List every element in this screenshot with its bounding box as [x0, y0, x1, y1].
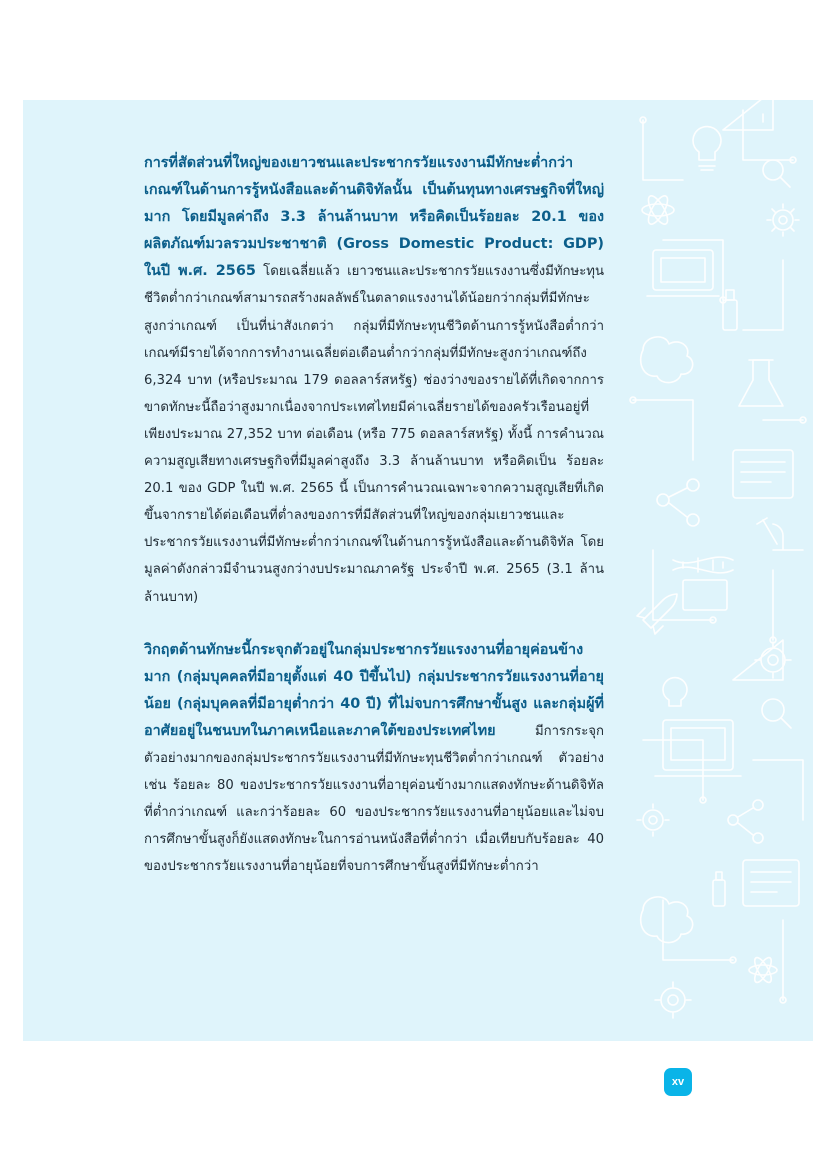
flask-icon: [739, 360, 783, 406]
content-panel: [23, 100, 813, 1041]
laptop-icon: [647, 250, 719, 296]
paragraph-skills-crisis: [144, 637, 604, 881]
usb-icon: [713, 872, 725, 906]
atom-icon: [749, 955, 777, 984]
dna-icon: [673, 557, 733, 573]
lightbulb-icon: [693, 127, 721, 170]
paragraph-lead-highlight: วิกฤตด้านทักษะนี้กระจุกตัวอยู่ในกลุ่มประชากรวัยแรงงานที่อายุค่อนข้างมาก (กลุ่มบุคคลที่มีอายุตั้งแต่ 40 ปีขึ้นไป) กลุ่มประชากรวัยแรงงานที่อายุน้อย (กลุ่มบุคคลที่มีอายุต่ำกว่า 40 ปี) ที่ไม่จบการศึกษาขั้นสูง และกลุ่มผู้ที่อาศัยอยู่ในชนบทในภาคเหนือและภาคใต้ของประเทศไทย: [144, 641, 604, 739]
page-number-badge: xv: [664, 1068, 692, 1096]
magnifier-icon: [763, 160, 790, 187]
atom-icon: [642, 193, 674, 227]
lightbulb-icon: [663, 678, 687, 706]
triangle-ruler-icon: [723, 100, 773, 130]
rocket-icon: [637, 594, 677, 634]
triangle-ruler-icon: [733, 640, 783, 680]
magnifier-icon: [762, 699, 791, 728]
gear-icon: [767, 204, 799, 236]
main-text: [144, 150, 604, 906]
microscope-icon: [757, 518, 803, 550]
book-icon: [743, 860, 799, 906]
paragraph-body: มีการกระจุกตัวอย่างมากของกลุ่มประชากรวัยแรงงานที่มีทักษะทุนชีวิตต่ำกว่าเกณฑ์ ตัวอย่างเช่น ร้อยละ 80 ของประชากรวัยแรงงานที่อายุค่อนข้างมากแสดงทักษะด้านดิจิทัลที่ต่ำกว่าเกณฑ์ และกว่าร้อยละ 60 ของประชากรวัยแรงงานที่อายุน้อยและไม่จบการศึกษาขั้นสูงก็ยังแสดงทักษะในการอ่านหนังสือที่ต่ำกว่า เมื่อเทียบกับร้อยละ 40 ของประชากรวัยแรงงานที่อายุน้อยที่จบการศึกษาขั้นสูงที่มีทักษะต่ำกว่า: [144, 723, 604, 875]
brain-icon: [641, 337, 693, 383]
laptop-icon: [655, 720, 741, 776]
brain-icon: [641, 897, 693, 943]
gear-icon: [637, 804, 669, 836]
molecule-icon: [728, 800, 763, 843]
usb-icon: [723, 290, 737, 330]
paragraph-lead-highlight: การที่สัดส่วนที่ใหญ่ของเยาวชนและประชากรวัยแรงงานมีทักษะต่ำกว่าเกณฑ์ในด้านการรู้หนังสือและด้านดิจิทัลนั้น เป็นต้นทุนทางเศรษฐกิจที่ใหญ่มาก โดยมีมูลค่าถึง 3.3 ล้านล้านบาท หรือคิดเป็นร้อยละ 20.1 ของผลิตภัณฑ์มวลรวมประชาชาติ (Gross Domestic Product: GDP) ในปี พ.ศ. 2565: [144, 155, 604, 280]
paragraph-body: โดยเฉลี่ยแล้ว เยาวชนและประชากรวัยแรงงานซึ่งมีทักษะทุนชีวิตต่ำกว่าเกณฑ์สามารถสร้างผลลัพธ์ในตลาดแรงงานได้น้อยกว่ากลุ่มที่มีทักษะสูงกว่าเกณฑ์ เป็นที่น่าสังเกตว่า กลุ่มที่มีทักษะทุนชีวิตด้านการรู้หนังสือต่ำกว่าเกณฑ์มีรายได้จากการทำงานเฉลี่ยต่อเดือนต่ำกว่ากลุ่มที่มีทักษะสูงกว่าเกณฑ์ถึง 6,324 บาท (หรือประมาณ 179 ดอลลาร์สหรัฐ) ช่องว่างของรายได้ที่เกิดจากการขาดทักษะนี้ถือว่าสูงมากเนื่องจากประเทศไทยมีค่าเฉลี่ยรายได้ของครัวเรือนอยู่ที่เพียงประมาณ 27,352 บาท ต่อเดือน (หรือ 775 ดอลลาร์สหรัฐ) ทั้งนี้ การคำนวณความสูญเสียทางเศรษฐกิจที่มีมูลค่าสูงถึง 3.3 ล้านล้านบาท หรือคิดเป็น ร้อยละ 20.1 ของ GDP ในปี พ.ศ. 2565 นี้ เป็นการคำนวณเฉพาะจากความสูญเสียที่เกิดขึ้นจากรายได้ต่อเดือนที่ต่ำลงของการที่มีสัดส่วนที่ใหญ่ของกลุ่มเยาวชนและประชากรวัยแรงงานที่มีทักษะต่ำกว่าเกณฑ์ในด้านการรู้หนังสือและด้านดิจิทัล โดยมูลค่าดังกล่าวมีจำนวนสูงกว่างบประมาณภาครัฐ ประจำปี พ.ศ. 2565 (3.1 ล้านล้านบาท): [144, 264, 604, 605]
gear-icon: [655, 982, 691, 1018]
science-doodle-pattern: [623, 100, 813, 1041]
paragraph-economic-cost: [144, 150, 604, 611]
laptop-icon: [683, 580, 727, 610]
book-icon: [733, 450, 793, 498]
molecule-icon: [657, 479, 699, 526]
